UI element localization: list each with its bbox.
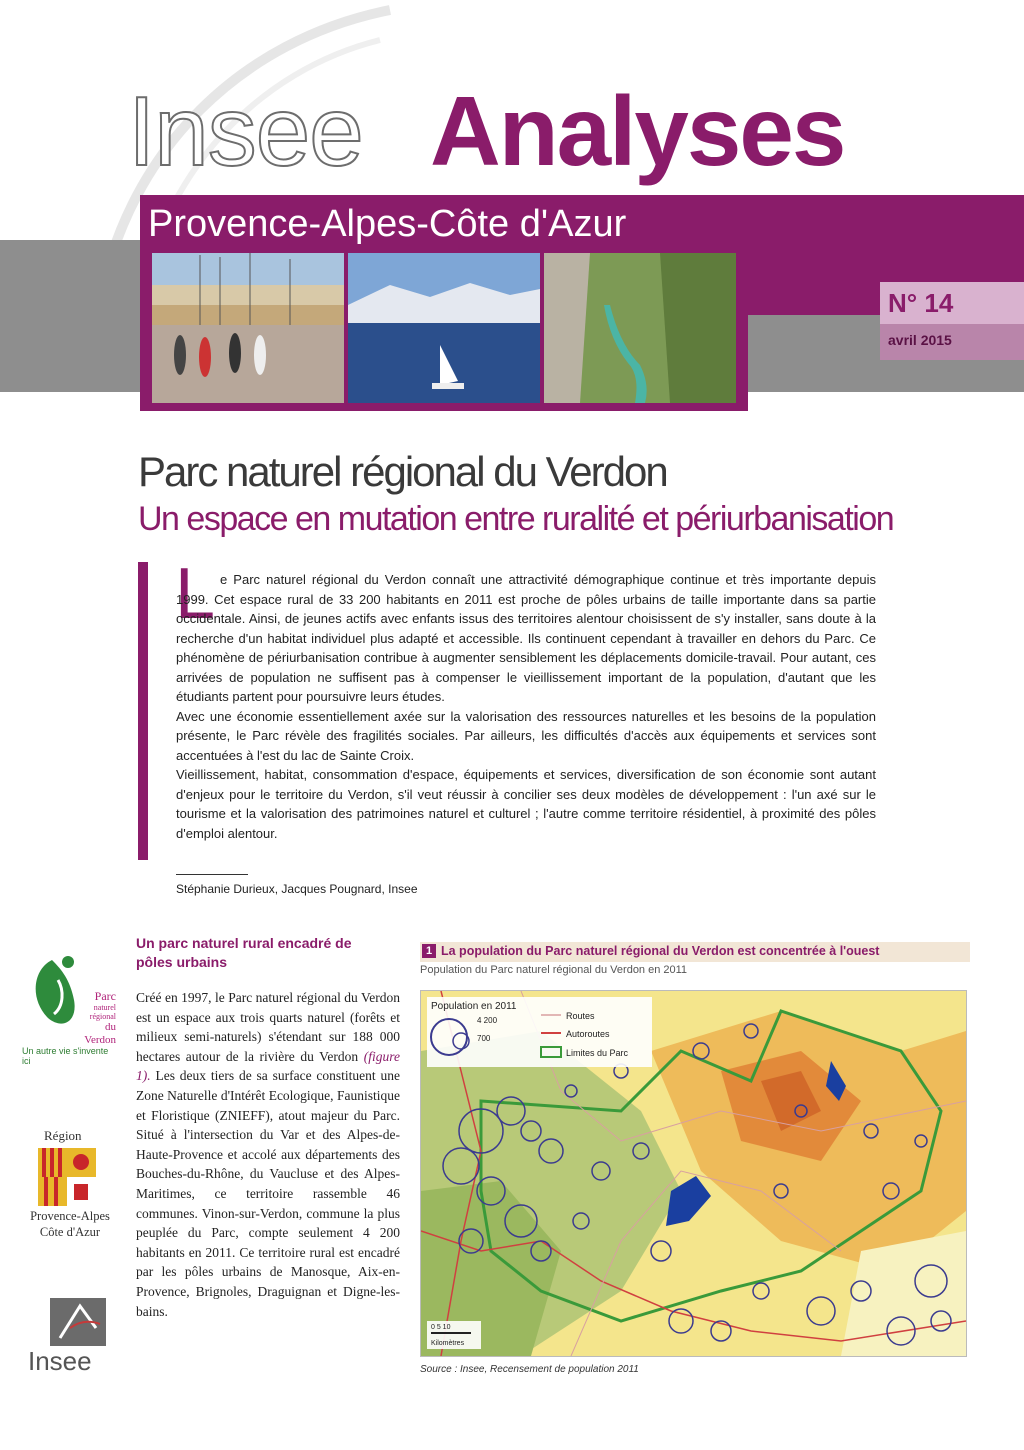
legend-roads: Routes bbox=[566, 1011, 595, 1021]
photo-strip bbox=[140, 245, 748, 411]
authors: Stéphanie Durieux, Jacques Pougnard, Insee bbox=[176, 882, 418, 896]
legend-big-value: 4 200 bbox=[477, 1016, 498, 1025]
section-body bbox=[136, 988, 400, 1321]
intro-paragraph-1: e Parc naturel régional du Verdon connaît une attractivité démographique continue et très importante depuis 1999. Cet espace rural de 33 200 habitants en 2011 est proche de pôles urbains de taille importante dans sa partie occidentale. Ainsi, de jeunes actifs avec enfants issus des territoires alentour choisissent de s'y installer, sans doute à la recherche d'un habitat individuel plus adapté et accessible. Ils continuent cependant à travailler en dehors du Parc. Ce phénomène de périurbanisation contribue à augmenter sensiblement les déplacements domicile-travail. Pour autant, ces arrivées de population ne suffisent pas à compenser le vieillissement important de la population, d'autant que les étudiants partent pour poursuivre leurs études. bbox=[176, 572, 876, 704]
figure-reference: (figure 1). bbox=[136, 1048, 400, 1084]
issue-number: N° 14 bbox=[888, 288, 954, 318]
dropcap: L bbox=[175, 554, 216, 634]
figure-title: La population du Parc naturel régional du Verdon est concentrée à l'ouest bbox=[441, 944, 880, 958]
brand-insee: Insee bbox=[128, 76, 363, 186]
legend-small-value: 700 bbox=[477, 1034, 491, 1043]
scale-label: Kilomètres bbox=[431, 1340, 465, 1347]
photo-strip-images bbox=[140, 245, 748, 411]
photo-sea-mountains bbox=[348, 253, 540, 403]
insee-logo-icon bbox=[50, 1298, 106, 1346]
brand-analyses: Analyses bbox=[430, 76, 845, 186]
issue-date: avril 2015 bbox=[888, 332, 952, 348]
legend-title: Population en 2011 bbox=[431, 1001, 517, 1012]
insee-logo-word: Insee bbox=[28, 1346, 92, 1376]
section-body-b: Les deux tiers de sa surface constituent une Zone Naturelle d'Intérêt Ecologique, Faunistique et Floristique (ZNIEFF), atout majeur du Parc. Situé à l'intersection du Var et des Alpes-de-Haute-Provence et accolé aux départements des Bouches-du-Rhône, du Vaucluse et des Alpes-Maritimes, ce territoire rassemble 46 communes. Vinon-sur-Verdon, commune la plus peuplée du Parc, compte seulement 4 200 habitants en 2011. Ce territoire rural est encadré par les pôles urbains de Manosque, Aix-en-Provence, Brignoles, Draguignan et Digne-les-bains. bbox=[136, 1068, 400, 1319]
region-title: Provence-Alpes-Côte d'Azur bbox=[148, 203, 627, 245]
intro-paragraph-3: Vieillissement, habitat, consommation d'espace, équipements et services, diversification de son économie sont autant d'enjeux pour le territoire du Verdon, s'il veut réussir à concilier ses deux modèles de développement : l'un axé sur le tourisme et la valorisation des patrimoines naturel et culturel ; l'autre comme territoire résidentiel, à proximité des pôles d'emploi alentour. bbox=[176, 767, 876, 841]
section-title: Un parc naturel rural encadré de pôles urbains bbox=[136, 935, 352, 970]
parc-logo-tagline: Un autre vie s'invente ici bbox=[22, 1046, 109, 1066]
parc-logo-sub: naturel régional bbox=[89, 1003, 116, 1021]
region-logo-name: Provence-Alpes Côte d'Azur bbox=[30, 1209, 110, 1239]
article-subtitle: Un espace en mutation entre ruralité et périurbanisation bbox=[138, 500, 894, 538]
population-map bbox=[420, 990, 967, 1357]
figure-source: Source : Insee, Recensement de population 2011 bbox=[420, 1364, 639, 1375]
region-logo-label: Région bbox=[44, 1128, 82, 1143]
parc-logo-word: Parc bbox=[94, 989, 116, 1003]
figure-number: 1 bbox=[422, 944, 436, 958]
legend-limits: Limites du Parc bbox=[566, 1048, 629, 1058]
article-title: Parc naturel régional du Verdon bbox=[138, 448, 667, 495]
photo-gorges bbox=[544, 253, 736, 403]
issue-date-box bbox=[880, 324, 1024, 360]
intro-paragraph-2: Avec une économie essentiellement axée sur la valorisation des ressources naturelles et les besoins de la population présente, le Parc révèle des fragilités sociales. Par ailleurs, les difficultés d'accès aux équipements et services sont accentuées à l'est du lac de Sainte Croix. bbox=[176, 708, 876, 763]
region-coat-of-arms-icon bbox=[38, 1148, 96, 1206]
parc-logo-text bbox=[78, 990, 116, 1047]
intro-text bbox=[176, 570, 876, 843]
author-divider bbox=[176, 874, 248, 875]
parc-logo-name: du Verdon bbox=[84, 1021, 116, 1046]
legend-highways: Autoroutes bbox=[566, 1029, 610, 1039]
scale-ticks: 0 5 10 bbox=[431, 1324, 451, 1331]
photo-harbour bbox=[152, 253, 344, 403]
figure-subtitle: Population du Parc naturel régional du Verdon en 2011 bbox=[420, 964, 688, 976]
section-body-a: Créé en 1997, le Parc naturel régional du Verdon est un espace aux trois quarts naturel (forêts et milieux semi-naturels) s'étendant sur 188 000 hectares autour de la rivière du Verdon bbox=[136, 990, 400, 1064]
intro-accent-bar bbox=[138, 562, 148, 860]
